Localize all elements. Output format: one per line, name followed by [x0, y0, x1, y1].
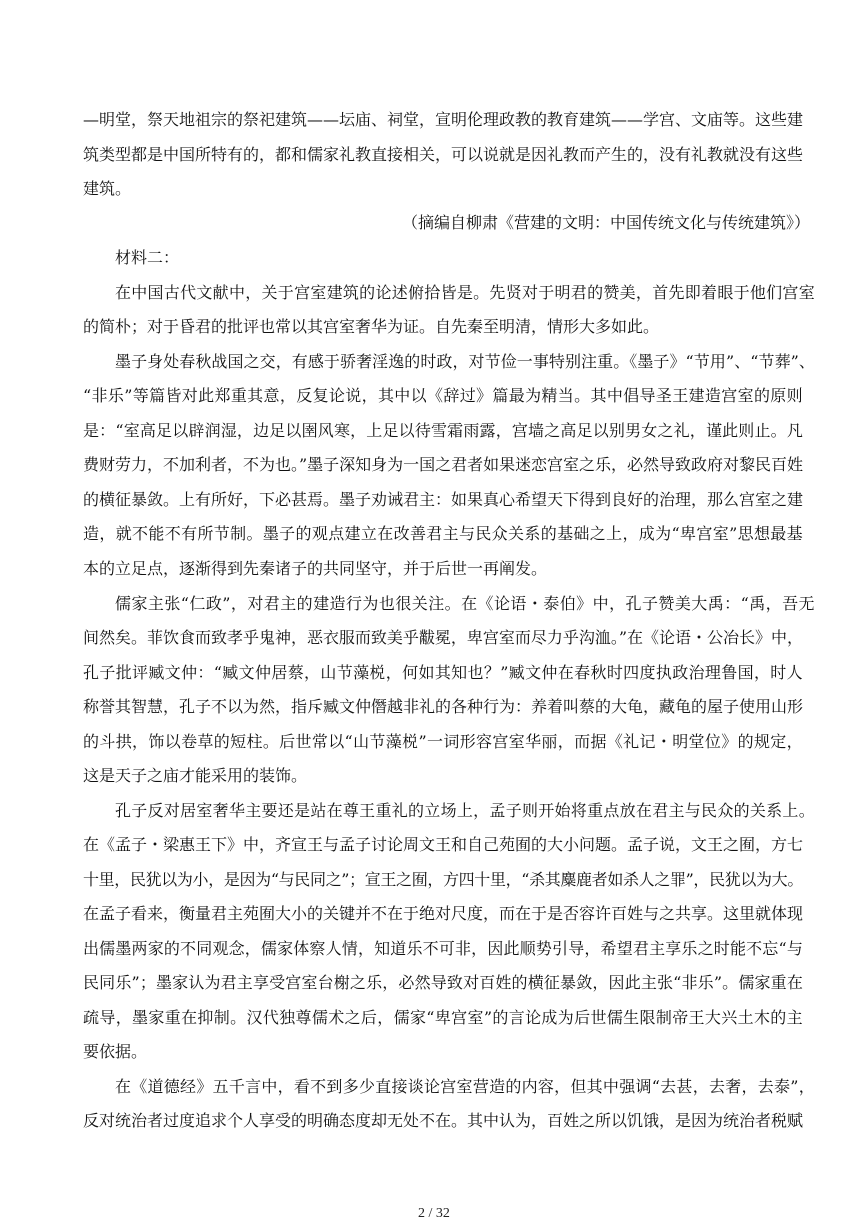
text-line: 墨子身处春秋战国之交，有感于骄奢淫逸的时政，对节俭一事特别注重。《墨子》“节用”、“节葬”、 [115, 352, 815, 371]
page-number: 2 / 32 [418, 1206, 450, 1221]
text-line: 在《道德经》五千言中，看不到多少直接谈论宫室营造的内容，但其中强调“去甚，去奢，去泰”， [115, 1077, 815, 1096]
text-line: 建筑。 [83, 179, 132, 198]
text-line: 称誉其智慧，孔子不以为然，指斥臧文仲僭越非礼的各种行为：养着叫蔡的大龟，藏龟的屋子使用山形 [83, 697, 803, 716]
text-line: 本的立足点，逐渐得到先秦诸子的共同坚守，并于后世一再阐发。 [83, 559, 548, 578]
text-line: 出儒墨两家的不同观念，儒家体察人情，知道乐不可非，因此顺势引导，希望君主享乐之时能不忘“与 [83, 939, 803, 958]
text-line: 孔子反对居室奢华主要还是站在尊王重礼的立场上，孟子则开始将重点放在君主与民众的关系上。 [115, 801, 815, 820]
text-line: “非乐”等篇皆对此郑重其意，反复论说，其中以《辞过》篇最为精当。其中倡导圣王建造宫室的原则 [83, 386, 803, 405]
text-line: 是：“室高足以辟润湿，边足以圉风寒，上足以待雪霜雨露，宫墙之高足以别男女之礼，谨此则止。凡 [83, 421, 803, 440]
text-line: 费财劳力，不加利者，不为也。”墨子深知身为一国之君者如果迷恋宫室之乐，必然导致政府对黎民百姓 [83, 455, 803, 474]
text-line: 的横征暴敛。上有所好，下必甚焉。墨子劝诫君主：如果真心希望天下得到良好的治理，那么宫室之建 [83, 490, 803, 509]
text-line: 在孟子看来，衡量君主苑囿大小的关键并不在于绝对尺度，而在于是否容许百姓与之共享。这里就体现 [83, 904, 803, 923]
text-line: 在中国古代文献中，关于宫室建筑的论述俯拾皆是。先贤对于明君的赞美，首先即着眼于他们宫室 [115, 283, 815, 302]
text-line: 孔子批评臧文仲：“臧文仲居蔡，山节藻棁，何如其知也？”臧文仲在春秋时四度执政治理鲁国，时人 [83, 663, 803, 682]
text-line: 间然矣。菲饮食而致孝乎鬼神，恶衣服而致美乎黻冕，卑宫室而尽力乎沟洫。”在《论语・公冶长》中， [83, 628, 803, 647]
text-line: 这是天子之庙才能采用的装饰。 [83, 766, 308, 785]
text-line: 要依据。 [83, 1042, 148, 1061]
text-line: 在《孟子・梁惠王下》中，齐宣王与孟子讨论周文王和自己苑囿的大小问题。孟子说，文王之囿，方七 [83, 835, 803, 854]
text-line: 的简朴；对于昏君的批评也常以其宫室奢华为证。自先秦至明清，情形大多如此。 [83, 317, 660, 336]
text-line: 的斗拱，饰以卷草的短柱。后世常以“山节藻棁”一词形容宫室华丽，而据《礼记・明堂位》的规定， [83, 732, 803, 751]
source-citation: （摘编自柳肃《营建的文明：中国传统文化与传统建筑》） [401, 213, 810, 232]
text-line: 民同乐”；墨家认为君主享受宫室台榭之乐，必然导致对百姓的横征暴敛，因此主张“非乐”。儒家重在 [83, 973, 803, 992]
text-line: 造，就不能不有所节制。墨子的观点建立在改善君主与民众关系的基础之上，成为“卑宫室”思想最基 [83, 524, 803, 543]
text-line: 儒家主张“仁政”，对君主的建造行为也很关注。在《论语・泰伯》中，孔子赞美大禹：“禹，吾无 [115, 594, 815, 613]
text-line: 反对统治者过度追求个人享受的明确态度却无处不在。其中认为，百姓之所以饥饿，是因为统治者税赋 [83, 1111, 803, 1130]
text-line: 十里，民犹以为小，是因为“与民同之”；宣王之囿，方四十里，“杀其麋鹿者如杀人之罪”，民犹以为大。 [83, 870, 803, 889]
text-line: 筑类型都是中国所特有的，都和儒家礼教直接相关，可以说就是因礼教而产生的，没有礼教就没有这些 [83, 145, 803, 164]
section-heading: 材料二： [115, 248, 180, 267]
text-line: —明堂，祭天地祖宗的祭祀建筑——坛庙、祠堂，宣明伦理政教的教育建筑——学宫、文庙等。这些建 [83, 110, 803, 129]
text-line: 疏导，墨家重在抑制。汉代独尊儒术之后，儒家“卑宫室”的言论成为后世儒生限制帝王大兴土木的主 [83, 1008, 803, 1027]
